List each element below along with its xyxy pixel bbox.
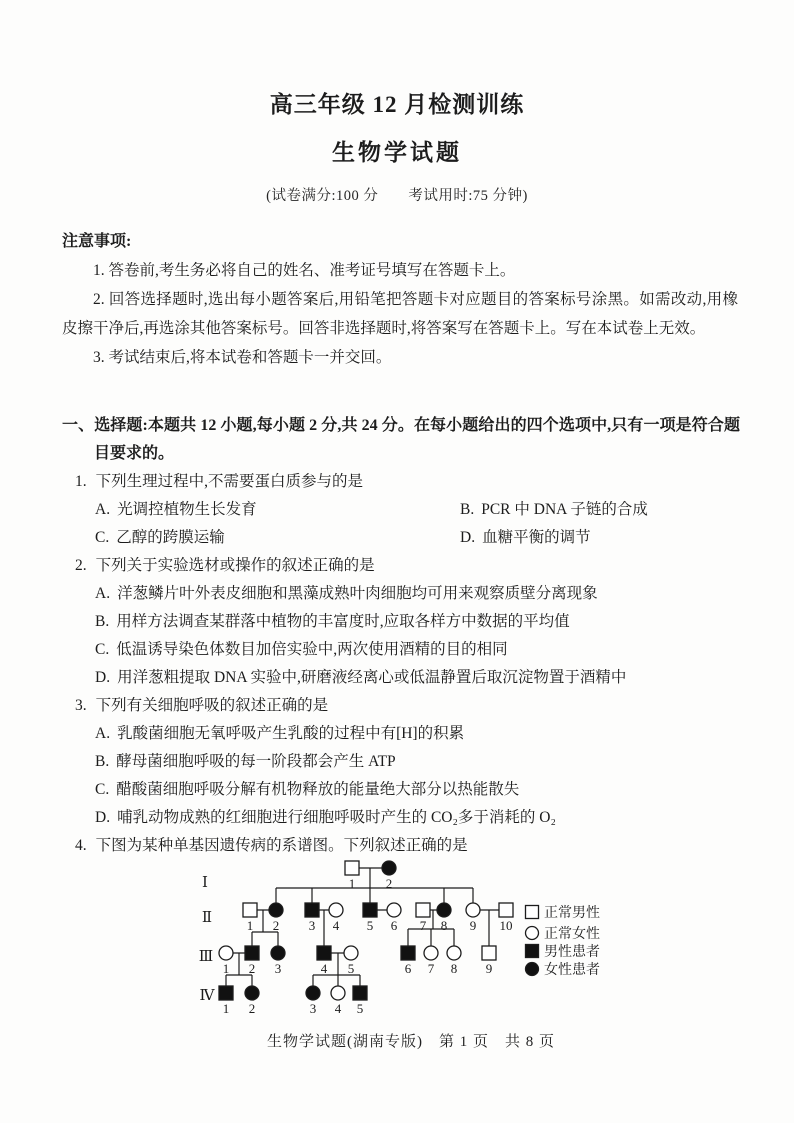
legend-normal-square-icon: [526, 906, 539, 919]
pedigree-svg: [150, 855, 650, 1025]
legend-affected-circle-icon: [526, 963, 539, 976]
option-text: 用洋葱粗提取 DNA 实验中,研磨液经离心或低温静置后取沉淀物置于酒精中: [117, 669, 627, 686]
pedigree-node-II-1: [243, 903, 257, 917]
question-3: [62, 692, 740, 832]
pedigree-node-number-II-9: 9: [469, 918, 477, 933]
pedigree-node-number-IV-3: 3: [309, 1001, 317, 1016]
pedigree-generation-label: Ⅲ: [198, 949, 214, 965]
option-label: D.: [460, 529, 476, 546]
option-label: A.: [95, 501, 111, 518]
option-label: C.: [95, 781, 110, 798]
notice-heading: 注意事项:: [62, 233, 132, 250]
question-stem: [62, 692, 740, 720]
options-list: [62, 720, 740, 832]
pedigree-node-II-6: [387, 903, 401, 917]
pedigree-node-number-II-6: 6: [390, 918, 398, 933]
option-text: 乙醇的跨膜运输: [116, 529, 225, 546]
question-text: 下列有关细胞呼吸的叙述正确的是: [95, 697, 329, 714]
question-stem: [62, 468, 740, 496]
notice-item: 3. 考试结束后,将本试卷和答题卡一并交回。: [93, 349, 392, 366]
pedigree-node-IV-5: [353, 986, 367, 1000]
pedigree-node-number-I-2: 2: [385, 876, 393, 891]
option-label: B.: [460, 501, 475, 518]
pedigree-node-I-2: [382, 861, 396, 875]
pedigree-node-III-3: [271, 946, 285, 960]
option-label: D.: [95, 809, 111, 826]
pedigree-node-III-9: [482, 946, 496, 960]
pedigree-generation-label: Ⅳ: [199, 988, 215, 1004]
pedigree-node-number-IV-2: 2: [248, 1001, 256, 1016]
option-label: B.: [95, 613, 110, 630]
pedigree-node-number-I-1: 1: [348, 876, 356, 891]
exam-title-line1: 高三年级 12 月检测训练: [269, 92, 525, 117]
pedigree-node-I-1: [345, 861, 359, 875]
options-list: [62, 580, 740, 692]
pedigree-node-number-III-4: 4: [320, 961, 328, 976]
option-c: [95, 524, 460, 552]
pedigree-generation-label: Ⅱ: [201, 910, 213, 926]
pedigree-node-number-III-3: 3: [274, 961, 282, 976]
option-c: [95, 636, 740, 664]
pedigree-node-number-II-2: 2: [272, 918, 280, 933]
pedigree-node-number-II-3: 3: [308, 918, 316, 933]
pedigree-node-II-4: [329, 903, 343, 917]
pedigree-node-number-III-1: 1: [222, 961, 230, 976]
option-d: [460, 524, 740, 552]
pedigree-node-number-II-5: 5: [366, 918, 374, 933]
question-text: 下列生理过程中,不需要蛋白质参与的是: [95, 473, 364, 490]
question-stem: [62, 552, 740, 580]
pedigree-node-IV-2: [245, 986, 259, 1000]
pedigree-node-number-II-1: 1: [246, 918, 254, 933]
option-a: [95, 496, 460, 524]
notice-item: 2. 回答选择题时,选出每小题答案后,用铅笔把答题卡对应题目的答案标号涂黑。如需改动,用橡皮擦干净后,再选涂其他答案标号。回答非选择题时,将答案写在答题卡上。写在本试卷上无效。: [62, 291, 738, 337]
options-grid: [62, 496, 740, 552]
option-c: [95, 776, 740, 804]
option-b: [95, 608, 740, 636]
legend-label: 正常男性: [544, 906, 600, 921]
option-text: 哺乳动物成熟的红细胞进行细胞呼吸时产生的 CO₂多于消耗的 O₂: [117, 809, 556, 826]
option-text: PCR 中 DNA 子链的合成: [481, 501, 648, 518]
pedigree-node-III-5: [344, 946, 358, 960]
pedigree-node-number-III-7: 7: [427, 961, 435, 976]
pedigree-node-number-II-10: 10: [499, 918, 513, 933]
pedigree-node-II-2: [269, 903, 283, 917]
exam-title-line2: 生物学试题: [332, 140, 462, 165]
pedigree-node-III-7: [424, 946, 438, 960]
pedigree-node-number-II-4: 4: [332, 918, 340, 933]
question-1: [62, 468, 740, 552]
pedigree-node-IV-1: [219, 986, 233, 1000]
page-footer: 生物学试题(湖南专版) 第 1 页 共 8 页: [267, 1034, 555, 1050]
pedigree-node-IV-4: [331, 986, 345, 1000]
option-label: A.: [95, 725, 111, 742]
question-number: 1.: [75, 473, 87, 490]
legend-normal-circle-icon: [526, 927, 539, 940]
pedigree-node-III-6: [401, 946, 415, 960]
option-label: C.: [95, 641, 110, 658]
option-text: 低温诱导染色体数目加倍实验中,两次使用酒精的目的相同: [116, 641, 508, 658]
question-text: 下列关于实验选材或操作的叙述正确的是: [95, 557, 375, 574]
option-b: [460, 496, 740, 524]
pedigree-node-II-9: [466, 903, 480, 917]
pedigree-node-number-III-5: 5: [347, 961, 355, 976]
question-number: 4.: [75, 837, 87, 854]
legend-affected-square-icon: [526, 945, 539, 958]
option-label: D.: [95, 669, 111, 686]
legend-label: 正常女性: [544, 927, 600, 942]
pedigree-node-II-5: [363, 903, 377, 917]
option-text: 用样方法调查某群落中植物的丰富度时,应取各样方中数据的平均值: [116, 613, 570, 630]
pedigree-node-III-8: [447, 946, 461, 960]
option-text: 洋葱鳞片叶外表皮细胞和黑藻成熟叶肉细胞均可用来观察质壁分离现象: [117, 585, 598, 602]
legend-label: 女性患者: [544, 963, 600, 978]
option-b: [95, 748, 740, 776]
pedigree-node-II-10: [499, 903, 513, 917]
title-block: [0, 86, 794, 205]
pedigree-node-III-2: [245, 946, 259, 960]
pedigree-node-number-III-8: 8: [450, 961, 458, 976]
pedigree-node-number-II-7: 7: [419, 918, 427, 933]
pedigree-node-II-7: [416, 903, 430, 917]
option-label: A.: [95, 585, 111, 602]
pedigree-generation-label: Ⅰ: [202, 875, 208, 891]
question-number: 2.: [75, 557, 87, 574]
pedigree-node-number-IV-4: 4: [334, 1001, 342, 1016]
exam-subtitle: (试卷满分:100 分 考试用时:75 分钟): [266, 188, 528, 204]
pedigree-node-III-4: [317, 946, 331, 960]
pedigree-chart: [150, 855, 650, 1025]
question-2: [62, 552, 740, 692]
option-label: B.: [95, 753, 110, 770]
question-number: 3.: [75, 697, 87, 714]
option-a: [95, 720, 740, 748]
option-text: 酵母菌细胞呼吸的每一阶段都会产生 ATP: [116, 753, 396, 770]
pedigree-node-number-III-6: 6: [404, 961, 412, 976]
pedigree-node-II-3: [305, 903, 319, 917]
option-text: 乳酸菌细胞无氧呼吸产生乳酸的过程中有[H]的积累: [117, 725, 465, 742]
pedigree-node-III-1: [219, 946, 233, 960]
section-heading: 一、选择题:本题共 12 小题,每小题 2 分,共 24 分。在每小题给出的四个选项中,只有一项是符合题目要求的。: [62, 417, 740, 462]
pedigree-node-number-III-2: 2: [248, 961, 256, 976]
notice-item: 1. 答卷前,考生务必将自己的姓名、准考证号填写在答题卡上。: [93, 262, 516, 279]
option-a: [95, 580, 740, 608]
pedigree-node-IV-3: [306, 986, 320, 1000]
pedigree-node-number-IV-5: 5: [356, 1001, 364, 1016]
pedigree-node-number-II-8: 8: [440, 918, 448, 933]
option-text: 醋酸菌细胞呼吸分解有机物释放的能量绝大部分以热能散失: [116, 781, 520, 798]
pedigree-node-number-IV-1: 1: [222, 1001, 230, 1016]
notice-block: [62, 227, 738, 372]
option-d: [95, 664, 740, 692]
legend-label: 男性患者: [544, 945, 600, 960]
question-text: 下图为某种单基因遗传病的系谱图。下列叙述正确的是: [95, 837, 468, 854]
option-text: 血糖平衡的调节: [482, 529, 591, 546]
pedigree-node-number-III-9: 9: [485, 961, 493, 976]
option-label: C.: [95, 529, 110, 546]
option-d: [95, 804, 740, 832]
pedigree-node-II-8: [437, 903, 451, 917]
multiple-choice-section: [62, 412, 740, 860]
option-text: 光调控植物生长发育: [117, 501, 257, 518]
